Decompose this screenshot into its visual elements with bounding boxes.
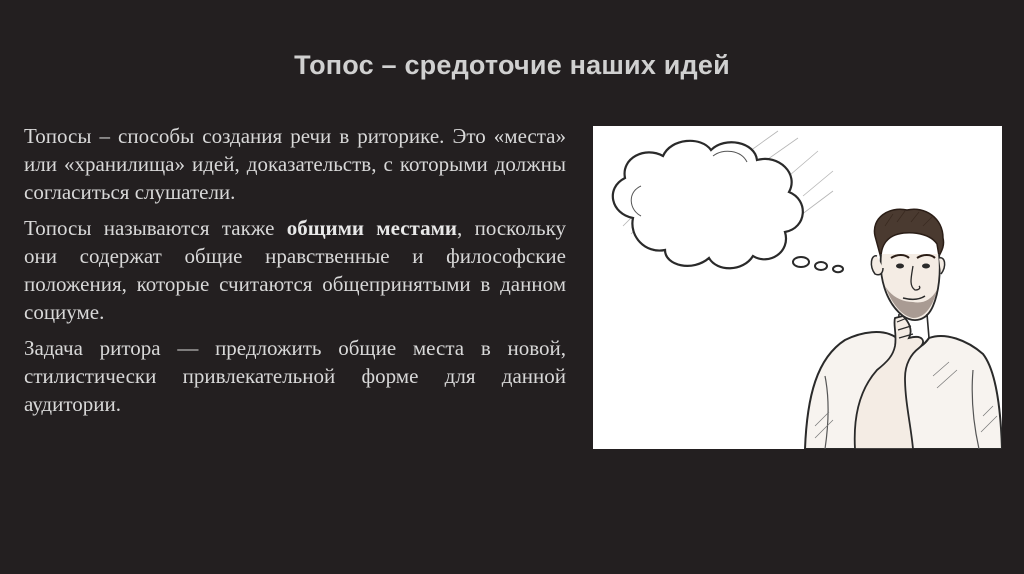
thought-dot-3 [833, 266, 843, 272]
paragraph-2 [24, 214, 566, 326]
thought-bubble [613, 141, 803, 268]
slide-title: Топос – средоточие наших идей [294, 50, 730, 80]
paragraph-2-start: Топосы называются также [24, 216, 287, 240]
thought-dot-1 [793, 257, 809, 267]
thinking-man-drawing [593, 126, 1002, 449]
body-text [24, 122, 566, 426]
man-figure [805, 209, 1002, 449]
paragraph-2-bold: общими местами [286, 216, 457, 240]
thinking-man-illustration [593, 126, 1002, 449]
paragraph-3: Задача ритора — предложить общие места в новой, стилистически привлекательной форме для данной аудитории. [24, 336, 566, 416]
paragraph-1: Топосы – способы создания речи в риторике. Это «места» или «хранилища» идей, доказательств, с которыми должны согласиться слушатели. [24, 124, 566, 204]
thought-dot-2 [815, 262, 827, 270]
paragraph-2-end: , поскольку они содержат общие нравственные и философские положения, которые считаются общепринятыми в данном социуме. [24, 216, 566, 324]
